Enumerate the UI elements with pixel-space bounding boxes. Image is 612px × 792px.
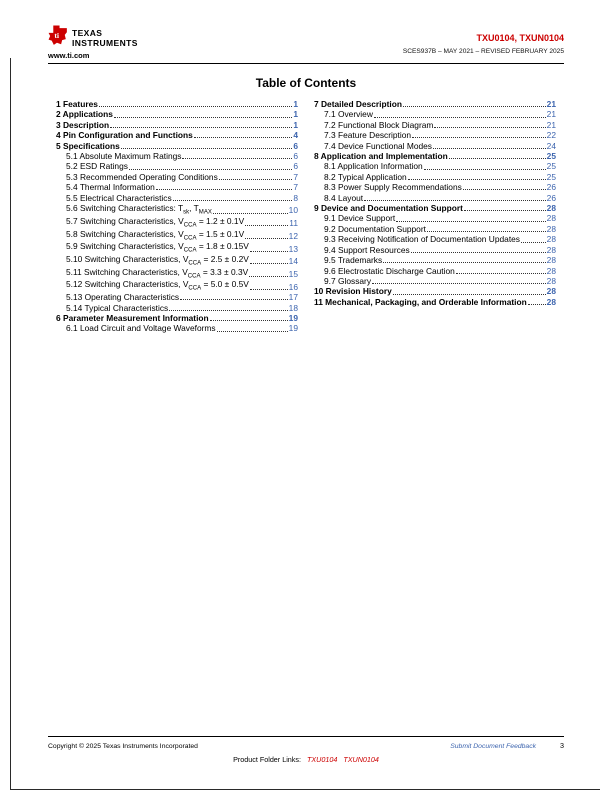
product-folder-link-txun0104[interactable]: TXUN0104 (343, 755, 379, 764)
toc-entry-label: 9.2 Documentation Support (324, 223, 426, 234)
toc-entry-dot-leader (250, 263, 288, 264)
toc-entry-page: 6 (293, 161, 298, 172)
brand-line-2: INSTRUMENTS (72, 37, 138, 48)
toc-entry-dot-leader (411, 252, 546, 253)
toc-entry-dot-leader (169, 310, 287, 311)
toc-column-left (56, 99, 298, 334)
toc-entry[interactable] (56, 120, 298, 130)
toc-entry[interactable] (314, 245, 556, 255)
toc-entry[interactable] (56, 303, 298, 313)
toc-entry-dot-leader (433, 148, 546, 149)
table-of-contents (56, 99, 556, 334)
toc-entry-page: 10 (288, 205, 298, 216)
toc-entry-label: 9.6 Electrostatic Discharge Caution (324, 265, 455, 276)
toc-entry-page: 28 (546, 234, 556, 245)
toc-entry[interactable] (56, 161, 298, 171)
toc-entry[interactable] (56, 229, 298, 242)
footer-divider (48, 736, 564, 737)
toc-entry[interactable] (314, 286, 556, 296)
toc-entry[interactable] (56, 203, 298, 216)
toc-entry[interactable] (314, 141, 556, 151)
page-edge-bottom-line (10, 789, 600, 790)
toc-entry-page: 25 (546, 171, 556, 182)
product-folder-links-row (0, 755, 612, 764)
toc-entry-page: 1 (293, 99, 298, 109)
toc-entry-dot-leader (374, 117, 546, 118)
toc-entry-page: 21 (546, 99, 556, 109)
toc-entry-dot-leader (250, 289, 288, 290)
toc-entry[interactable] (314, 224, 556, 234)
toc-entry[interactable] (56, 254, 298, 267)
toc-entry[interactable] (314, 203, 556, 213)
toc-entry-label: 5.14 Typical Characteristics (66, 302, 169, 313)
toc-entry-dot-leader (210, 320, 288, 321)
toc-entry-dot-leader (464, 210, 546, 211)
toc-entry[interactable] (314, 99, 556, 109)
toc-entry-label: 8.1 Application Information (324, 161, 423, 172)
product-folder-links-label: Product Folder Links: (233, 755, 301, 764)
copyright-notice: Copyright © 2025 Texas Instruments Incorporated (48, 743, 198, 750)
toc-entry-page: 7 (293, 182, 298, 193)
submit-document-feedback-link[interactable]: Submit Document Feedback (450, 743, 536, 750)
toc-entry[interactable] (56, 193, 298, 203)
toc-entry-page: 7 (293, 171, 298, 182)
toc-entry[interactable] (56, 241, 298, 254)
toc-entry-page: 28 (546, 286, 556, 297)
toc-entry-label: 8.3 Power Supply Recommendations (324, 182, 462, 193)
toc-entry-page: 6 (293, 140, 298, 151)
toc-entry-dot-leader (456, 273, 546, 274)
toc-entry-page: 17 (288, 292, 298, 303)
toc-entry-dot-leader (393, 294, 546, 295)
toc-entry-dot-leader (194, 137, 293, 138)
toc-entry-label: 8.2 Typical Application (324, 171, 407, 182)
toc-entry-page: 16 (288, 281, 298, 292)
toc-entry[interactable] (314, 234, 556, 244)
toc-entry[interactable] (56, 313, 298, 323)
toc-entry-dot-leader (213, 213, 288, 214)
toc-entry-dot-leader (521, 242, 546, 243)
toc-entry-dot-leader (121, 148, 293, 149)
toc-entry-dot-leader (99, 106, 292, 107)
toc-entry-label: 5.7 Switching Characteristics, $V_{CCA} = 1.2 \pm 0.1V$ (66, 215, 245, 229)
toc-entry-label: 10 Revision History (314, 286, 392, 297)
toc-entry-page: 1 (293, 109, 298, 120)
toc-entry-page: 28 (546, 213, 556, 224)
toc-entry-label: 5.13 Operating Characteristics (66, 292, 180, 303)
toc-entry[interactable] (56, 109, 298, 119)
toc-entry-dot-leader (249, 276, 287, 277)
toc-entry-dot-leader (463, 189, 546, 190)
ti-logo-icon (48, 25, 69, 49)
toc-entry-page: 19 (288, 323, 298, 334)
toc-entry-page: 28 (546, 275, 556, 286)
toc-entry-page: 19 (288, 312, 298, 323)
toc-entry-label: 6 Parameter Measurement Information (56, 312, 209, 323)
toc-entry-page: 21 (546, 109, 556, 120)
toc-entry-dot-leader (449, 158, 546, 159)
toc-entry[interactable] (314, 130, 556, 140)
toc-entry-label: 9.7 Glossary (324, 275, 372, 286)
toc-entry-page: 18 (288, 302, 298, 313)
page-edge-left-line (10, 58, 11, 790)
toc-entry[interactable] (56, 99, 298, 109)
toc-entry[interactable] (56, 279, 298, 292)
toc-entry-dot-leader (110, 127, 292, 128)
toc-entry-dot-leader (182, 158, 292, 159)
header-right-block (403, 33, 564, 55)
toc-entry-dot-leader (156, 189, 293, 190)
toc-entry-page: 14 (288, 256, 298, 267)
toc-entry-page: 15 (288, 268, 298, 279)
toc-entry-page: 28 (546, 244, 556, 255)
toc-entry-label: 5.5 Electrical Characteristics (66, 192, 172, 203)
toc-entry-label: 5.9 Switching Characteristics, $V_{CCA} = 1.8 \pm 0.15V$ (66, 241, 249, 254)
toc-entry-dot-leader (245, 225, 288, 226)
toc-entry-page: 21 (546, 119, 556, 130)
toc-entry-label: 5.6 Switching Characteristics: $T_{sk}$, $T_{MAX}$ (66, 203, 212, 216)
toc-entry-label: 11 Mechanical, Packaging, and Orderable Information (314, 296, 527, 307)
ti-logo-wordmark (72, 25, 138, 48)
toc-entry-label: 9.4 Support Resources (324, 244, 410, 255)
svg-text:ti: ti (54, 31, 60, 41)
toc-column-right (314, 99, 556, 334)
toc-entry-label: 2 Applications (56, 109, 113, 120)
toc-entry-label: 4 Pin Configuration and Functions (56, 130, 193, 141)
toc-entry-dot-leader (528, 304, 546, 305)
toc-entry-page: 6 (293, 151, 298, 162)
ti-website-link[interactable]: www.ti.com (48, 51, 90, 60)
toc-entry[interactable] (314, 182, 556, 192)
toc-entry-page: 13 (288, 243, 298, 254)
toc-entry-dot-leader (180, 299, 288, 300)
page-number: 3 (560, 741, 564, 750)
toc-entry-label: 7.2 Functional Block Diagram (324, 119, 434, 130)
toc-entry-page: 28 (546, 203, 556, 214)
toc-entry-dot-leader (250, 251, 288, 252)
toc-entry-dot-leader (114, 117, 292, 118)
toc-entry-dot-leader (364, 200, 546, 201)
toc-entry-dot-leader (245, 238, 288, 239)
toc-title: Table of Contents (255, 76, 357, 90)
toc-entry-label: 8.4 Layout (324, 192, 364, 203)
toc-entry-dot-leader (424, 169, 546, 170)
toc-entry-page: 25 (546, 161, 556, 172)
header-divider (48, 63, 564, 64)
toc-entry-label: 7.3 Feature Description (324, 130, 412, 141)
toc-entry-label: 3 Description (56, 119, 110, 130)
toc-entry[interactable] (56, 216, 298, 229)
toc-entry-dot-leader (434, 127, 545, 128)
toc-entry[interactable] (314, 109, 556, 119)
toc-entry-dot-leader (372, 283, 546, 284)
toc-entry-label: 5.12 Switching Characteristics, $V_{CCA} = 5.0 \pm 0.5V$ (66, 279, 249, 293)
toc-entry[interactable] (56, 267, 298, 280)
toc-entry[interactable] (56, 182, 298, 192)
toc-entry[interactable] (56, 130, 298, 140)
toc-entry[interactable] (314, 276, 556, 286)
toc-entry-page: 25 (546, 151, 556, 162)
toc-entry-dot-leader (173, 200, 293, 201)
toc-entry[interactable] (56, 323, 298, 333)
toc-entry-page: 11 (289, 218, 298, 229)
toc-entry[interactable] (56, 151, 298, 161)
toc-entry-page: 12 (288, 230, 298, 241)
toc-entry[interactable] (314, 213, 556, 223)
toc-entry-dot-leader (408, 179, 546, 180)
toc-entry-page: 28 (546, 296, 556, 307)
toc-entry-label: 6.1 Load Circuit and Voltage Waveforms (66, 323, 216, 334)
toc-entry-label: 5.1 Absolute Maximum Ratings (66, 151, 182, 162)
toc-entry-page: 8 (293, 192, 298, 203)
toc-entry[interactable] (314, 120, 556, 130)
toc-entry-page: 24 (546, 140, 556, 151)
toc-entry-label: 9.5 Trademarks (324, 255, 383, 266)
toc-entry-label: 5.8 Switching Characteristics, $V_{CCA} = 1.5 \pm 0.1V$ (66, 228, 245, 242)
toc-entry-dot-leader (383, 262, 545, 263)
toc-entry-label: 9.3 Receiving Notification of Documentation Updates (324, 234, 520, 245)
toc-entry[interactable] (314, 151, 556, 161)
toc-entry-page: 26 (546, 192, 556, 203)
toc-entry-page: 1 (293, 119, 298, 130)
toc-entry-dot-leader (412, 137, 546, 138)
toc-entry-dot-leader (129, 169, 292, 170)
toc-entry[interactable] (314, 193, 556, 203)
toc-entry-label: 8 Application and Implementation (314, 151, 448, 162)
toc-entry-label: 5.3 Recommended Operating Conditions (66, 171, 218, 182)
toc-entry-label: 5 Specifications (56, 140, 120, 151)
toc-entry-page: 28 (546, 265, 556, 276)
toc-entry[interactable] (314, 266, 556, 276)
toc-entry[interactable] (56, 141, 298, 151)
toc-entry[interactable] (56, 172, 298, 182)
toc-entry-label: 7.4 Device Functional Modes (324, 140, 432, 151)
toc-entry-label: 7 Detailed Description (314, 99, 402, 109)
page-header (48, 25, 564, 63)
toc-entry-dot-leader (217, 331, 288, 332)
toc-entry[interactable] (56, 292, 298, 302)
toc-entry[interactable] (314, 255, 556, 265)
toc-entry-label: 7.1 Overview (324, 109, 373, 120)
part-numbers-link[interactable]: TXU0104, TXUN0104 (476, 33, 564, 43)
toc-entry-label: 5.4 Thermal Information (66, 182, 155, 193)
toc-entry[interactable] (314, 297, 556, 307)
toc-entry-dot-leader (396, 221, 545, 222)
toc-entry[interactable] (314, 172, 556, 182)
footer-row (48, 741, 564, 750)
toc-entry-label: 5.11 Switching Characteristics, $V_{CCA} = 3.3 \pm 0.3V$ (66, 266, 249, 280)
toc-entry-label: 1 Features (56, 99, 98, 109)
brand-line-1: TEXAS (72, 28, 103, 38)
toc-entry-dot-leader (219, 179, 293, 180)
toc-entry-label: 9.1 Device Support (324, 213, 396, 224)
toc-entry-label: 9 Device and Documentation Support (314, 203, 463, 214)
doc-revision-info: SCES937B – MAY 2021 – REVISED FEBRUARY 2025 (402, 48, 564, 55)
toc-entry-page: 28 (546, 255, 556, 266)
toc-entry-page: 28 (546, 223, 556, 234)
toc-entry-dot-leader (403, 106, 546, 107)
toc-entry-page: 26 (546, 182, 556, 193)
toc-entry-label: 5.2 ESD Ratings (66, 161, 128, 172)
toc-entry-page: 22 (546, 130, 556, 141)
toc-entry-dot-leader (427, 231, 546, 232)
toc-entry[interactable] (314, 161, 556, 171)
product-folder-link-txu0104[interactable]: TXU0104 (306, 755, 338, 764)
toc-entry-page: 4 (293, 130, 298, 141)
toc-entry-label: 5.10 Switching Characteristics, $V_{CCA} = 2.5 \pm 0.2V$ (66, 253, 249, 267)
